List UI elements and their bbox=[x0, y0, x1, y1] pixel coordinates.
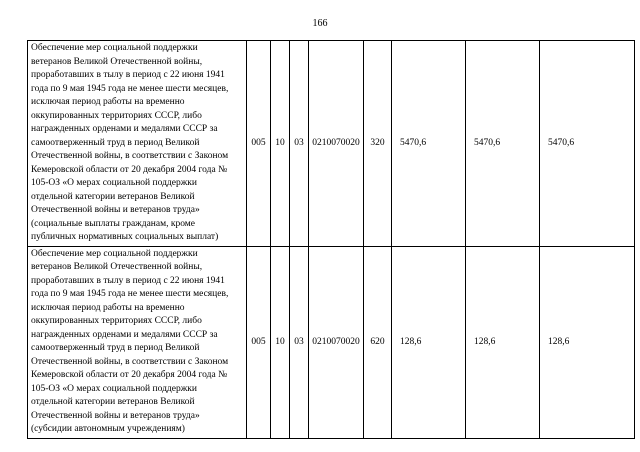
expense-type-code: 320 bbox=[364, 41, 392, 247]
subsection-code: 03 bbox=[290, 41, 309, 247]
ministry-code: 005 bbox=[247, 246, 271, 438]
table-row bbox=[28, 41, 635, 247]
amount-year-1: 5470,6 bbox=[392, 41, 466, 247]
amount-year-3: 128,6 bbox=[540, 246, 635, 438]
target-article-code: 0210070020 bbox=[309, 246, 364, 438]
ministry-code: 005 bbox=[247, 41, 271, 247]
section-code: 10 bbox=[271, 246, 290, 438]
section-code: 10 bbox=[271, 41, 290, 247]
page-number: 166 bbox=[312, 18, 328, 29]
table-row bbox=[28, 246, 635, 438]
budget-table bbox=[27, 40, 635, 439]
amount-year-1: 128,6 bbox=[392, 246, 466, 438]
expense-description: Обеспечение мер социальной поддержки ветеранов Великой Отечественной войны, проработавших в тылу в период с 22 июня 1941 года по 9 мая 1945 года не менее шести месяцев, исключая период работы на временно оккупированных территориях СССР, либо награжденных орденами и медалями СССР за самоотверженный труд в период Великой Отечественной войны, в соответствии с Законом Кемеровской области от 20 декабря 2004 года № 105-ОЗ «О мерах социальной поддержки отдельной категории ветеранов Великой Отечественной войны и ветеранов труда» (субсидии автономным учреждениям) bbox=[28, 246, 247, 438]
expense-description: Обеспечение мер социальной поддержки ветеранов Великой Отечественной войны, проработавших в тылу в период с 22 июня 1941 года по 9 мая 1945 года не менее шести месяцев, исключая период работы на временно оккупированных территориях СССР, либо награжденных орденами и медалями СССР за самоотверженный труд в период Великой Отечественной войны, в соответствии с Законом Кемеровской области от 20 декабря 2004 года № 105-ОЗ «О мерах социальной поддержки отдельной категории ветеранов Великой Отечественной войны и ветеранов труда» (социальные выплаты гражданам, кроме публичных нормативных социальных выплат) bbox=[28, 41, 247, 247]
target-article-code: 0210070020 bbox=[309, 41, 364, 247]
subsection-code: 03 bbox=[290, 246, 309, 438]
amount-year-2: 128,6 bbox=[466, 246, 540, 438]
expense-type-code: 620 bbox=[364, 246, 392, 438]
amount-year-2: 5470,6 bbox=[466, 41, 540, 247]
amount-year-3: 5470,6 bbox=[540, 41, 635, 247]
